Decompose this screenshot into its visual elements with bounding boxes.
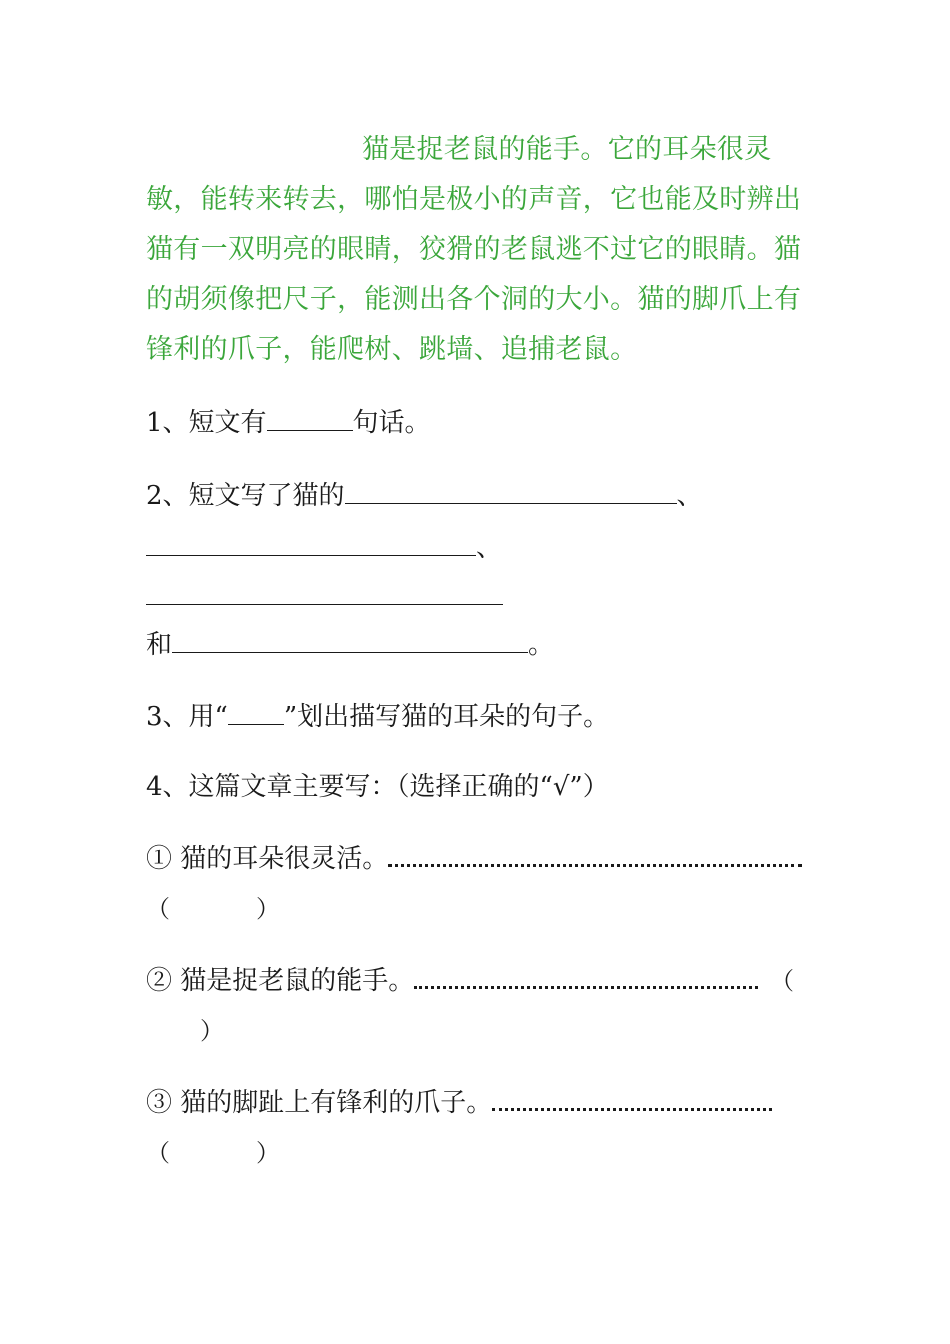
option-1-label: ① 猫的耳朵很灵活。 [146, 844, 389, 874]
answer-blank-trait-2[interactable] [146, 529, 476, 556]
question-2-line-4 [146, 626, 554, 662]
answer-blank-trait-1[interactable] [345, 477, 677, 504]
answer-blank-sentence-count[interactable] [267, 404, 353, 431]
option-3 [146, 1086, 772, 1120]
option-2-leader-dots [414, 970, 758, 989]
option-1-open-paren: （ [146, 895, 170, 923]
question-4-text: 4、这篇文章主要写：（选择正确的“√”） [146, 772, 609, 802]
option-3-open-paren: （ [146, 1139, 170, 1167]
option-2 [146, 964, 758, 998]
question-3-prefix: 3、用“ [146, 702, 228, 732]
question-3 [146, 698, 609, 734]
option-2-label: ② 猫是捉老鼠的能手。 [146, 966, 415, 996]
option-3-answer-box[interactable] [178, 1138, 250, 1168]
answer-blank-trait-4[interactable] [172, 626, 528, 653]
reading-passage: 猫是捉老鼠的能手。它的耳朵很灵敏，能转来转去，哪怕是极小的声音，它也能及时辨出猫有一双明亮的眼睛，狡猾的老鼠逃不过它的眼睛。猫的胡须像把尺子，能测出各个洞的大小。猫的脚爪上有锋利的爪子，能爬树、跳墙、追捕老鼠。 [146, 134, 802, 365]
question-2 [146, 477, 703, 513]
question-2-separator-1: 、 [676, 481, 703, 511]
question-2-end: 。 [528, 630, 555, 660]
question-2-line-2 [146, 529, 502, 565]
option-2-close-paren: ） [200, 1017, 224, 1045]
option-1-close-paren: ） [256, 895, 280, 923]
question-2-separator-2: 、 [476, 533, 503, 563]
option-3-label: ③ 猫的脚趾上有锋利的爪子。 [146, 1088, 493, 1118]
option-1-leader-dots [388, 848, 802, 867]
option-1-answer-box[interactable] [178, 894, 250, 924]
underline-sample [228, 698, 284, 725]
option-3-leader-dots [492, 1092, 772, 1111]
question-2-line-3 [146, 578, 503, 614]
option-2-answer-box[interactable] [146, 1000, 194, 1034]
question-1 [146, 404, 431, 440]
question-1-prefix: 1、短文有 [146, 408, 267, 438]
question-3-suffix: ”划出描写猫的耳朵的句子。 [283, 702, 610, 732]
question-2-and: 和 [146, 630, 173, 660]
option-1 [146, 842, 802, 876]
question-2-prefix: 2、短文写了猫的 [146, 481, 345, 511]
answer-blank-trait-3[interactable] [146, 578, 503, 605]
question-1-suffix: 句话。 [352, 408, 431, 438]
option-3-close-paren: ） [256, 1139, 280, 1167]
option-2-open-paren: （ [770, 967, 794, 995]
question-4 [146, 770, 609, 804]
